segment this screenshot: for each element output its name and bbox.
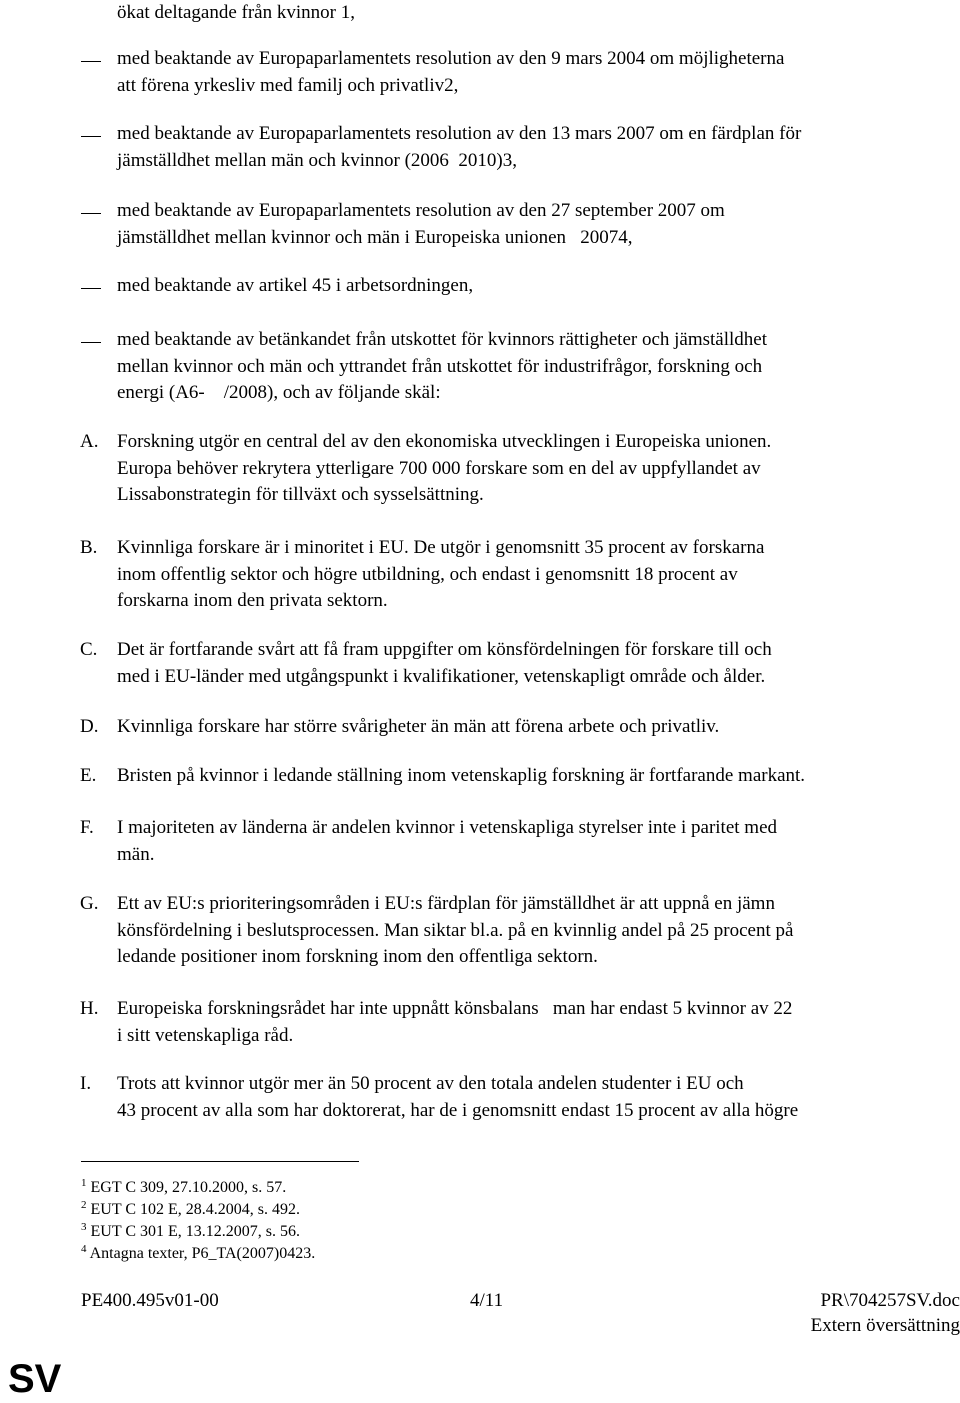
file-name: PR\704257SV.doc (820, 1290, 960, 1311)
recital-letter: D. (80, 716, 99, 737)
recital-item: Europeiska forskningsrådet har inte uppnått könsbalans man har endast 5 kvinnor av 22 i sitt vetenskapliga råd. (117, 998, 793, 1046)
recital-item: Bristen på kvinnor i ledande ställning inom vetenskaplig forskning är fortfarande markant. (117, 765, 806, 786)
recital-letter: G. (80, 893, 99, 914)
recital-letter: H. (80, 998, 99, 1019)
recital-item: Kvinnliga forskare är i minoritet i EU. De utgör i genomsnitt 35 procent av forskarna inom offentlig sektor och högre utbildning, och endast i genomsnitt 18 procent av forskarna inom den privata sektorn. (117, 537, 765, 611)
translation-note: Extern översättning (810, 1315, 960, 1336)
recital-item: I majoriteten av länderna är andelen kvinnor i vetenskapliga styrelser inte i paritet med män. (117, 817, 777, 865)
consideration-item: med beaktande av artikel 45 i arbetsordningen, (117, 275, 474, 296)
footnote: $^1$ EGT C 309, 27.10.2000, s. 57. (81, 1177, 287, 1196)
dash-bullet (81, 213, 101, 214)
recital-letter: E. (80, 765, 97, 786)
recital-item: Det är fortfarande svårt att få fram uppgifter om könsfördelningen för forskare till och med i EU-länder med utgångspunkt i kvalifikationer, vetenskapligt område och ålder. (117, 639, 772, 687)
recital-item: Forskning utgör en central del av den ekonomiska utvecklingen i Europeiska unionen. Europa behöver rekrytera ytterligare 700 000 forskare som en del av uppfyllandet av Lissabonstrategin för tillväxt och sysselsättning. (117, 431, 772, 505)
recital-item: Ett av EU:s prioriteringsområden i EU:s färdplan för jämställdhet är att uppnå en jämn könsfördelning i beslutsprocessen. Man siktar bl.a. på en kvinnlig andel på 25 procent på ledande positioner inom forskning inom den offentliga sektorn. (117, 893, 794, 967)
language-code: SV (8, 1357, 62, 1401)
page-number: 4/11 (470, 1290, 504, 1311)
recital-letter: C. (80, 639, 98, 660)
recital-letter: A. (80, 431, 99, 452)
dash-bullet (81, 342, 101, 343)
consideration-item: med beaktande av Europaparlamentets resolution av den 9 mars 2004 om möjligheterna att förena yrkesliv med familj och privatliv2, (117, 48, 785, 96)
recital-item: Trots att kvinnor utgör mer än 50 procent av den totala andelen studenter i EU och 43 procent av alla som har doktorerat, har de i genomsnitt endast 15 procent av alla högre (117, 1073, 799, 1121)
recital-letter: B. (80, 537, 98, 558)
dash-bullet (81, 136, 101, 137)
footnote: $^2$ EUT C 102 E, 28.4.2004, s. 492. (81, 1199, 300, 1218)
document-reference: PE400.495v01-00 (81, 1290, 219, 1311)
footnote: $^3$ EUT C 301 E, 13.12.2007, s. 56. (81, 1221, 300, 1240)
consideration-item: med beaktande av Europaparlamentets resolution av den 13 mars 2007 om en färdplan för jämställdhet mellan män och kvinnor (2006 2010)3, (117, 123, 802, 171)
consideration-item: med beaktande av Europaparlamentets resolution av den 27 september 2007 om jämställdhet mellan kvinnor och män i Europeiska unionen 20074, (117, 200, 725, 248)
recital-item: Kvinnliga forskare har större svårigheter än män att förena arbete och privatliv. (117, 716, 720, 737)
dash-bullet (81, 288, 101, 289)
recital-letter: F. (80, 817, 94, 838)
recital-letter: I. (80, 1073, 92, 1094)
footnote-separator (81, 1161, 359, 1162)
continued-text: ökat deltagande från kvinnor 1, (117, 2, 355, 23)
dash-bullet (81, 61, 101, 62)
footnote: $^4$ Antagna texter, P6_TA(2007)0423. (81, 1243, 316, 1262)
consideration-item: med beaktande av betänkandet från utskottet för kvinnors rättigheter och jämställdhet mellan kvinnor och män och yttrandet från utskottet för industrifrågor, forskning och energi (A6- /2008), och av följande skäl: (117, 329, 767, 403)
